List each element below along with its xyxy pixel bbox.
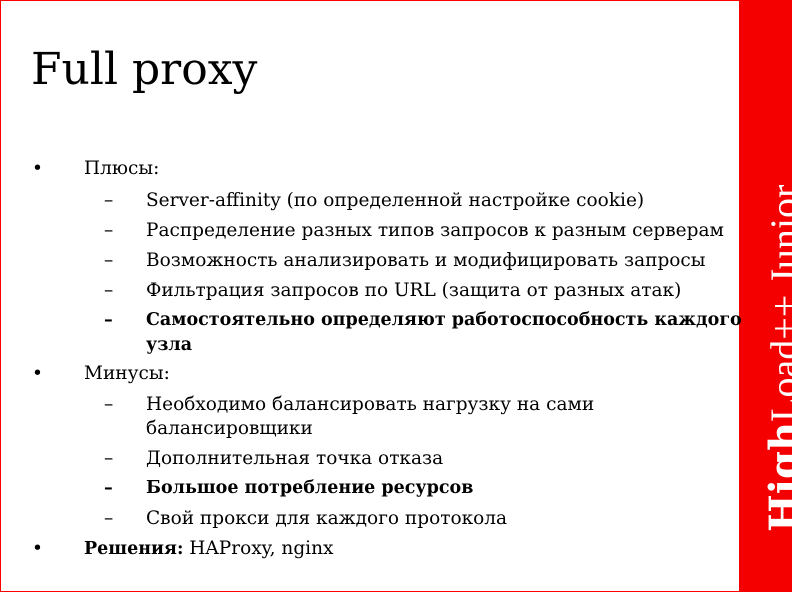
dash-icon: –: [104, 220, 114, 241]
item-text: Дополнительная точка отказа: [146, 448, 444, 469]
dash-icon: –: [104, 310, 113, 330]
solutions-line: [32, 536, 334, 562]
brand-light: Load++ Junior: [762, 184, 807, 422]
brand-logo: [761, 184, 808, 532]
cons-heading: [32, 361, 170, 386]
bullet-icon: •: [32, 363, 43, 384]
list-item: [104, 506, 508, 531]
dash-icon: –: [104, 250, 114, 271]
list-item: [104, 392, 595, 417]
solutions-value: HAProxy, nginx: [183, 538, 334, 559]
item-text: Server-affinity (по определенной настройке cookie): [146, 190, 645, 211]
bullet-icon: •: [32, 538, 43, 559]
dash-icon: –: [104, 190, 114, 211]
item-text: Большое потребление ресурсов: [146, 478, 474, 498]
pros-label: Плюсы:: [84, 158, 160, 179]
item-text: Свой прокси для каждого протокола: [146, 508, 508, 529]
dash-icon: –: [104, 280, 114, 301]
slide-title: Full proxy: [31, 44, 258, 95]
dash-icon: –: [104, 394, 114, 415]
dash-icon: –: [104, 508, 114, 529]
cons-label: Минусы:: [84, 363, 170, 384]
item-text: Необходимо балансировать нагрузку на сами: [146, 394, 595, 415]
item-text: Распределение разных типов запросов к разным серверам: [146, 220, 724, 241]
list-item-continuation: узла: [146, 335, 193, 355]
list-item: [104, 218, 724, 243]
dash-icon: –: [104, 448, 114, 469]
list-item: [104, 248, 706, 273]
brand-bold: High: [761, 421, 808, 532]
dash-icon: –: [104, 478, 113, 498]
list-item: [104, 188, 645, 213]
list-item: [104, 278, 682, 303]
bullet-icon: •: [32, 158, 43, 179]
list-item: [104, 446, 444, 471]
list-item-continuation: балансировщики: [146, 418, 313, 439]
item-text: Возможность анализировать и модифицировать запросы: [146, 250, 706, 271]
item-text: Фильтрация запросов по URL (защита от разных атак): [146, 280, 682, 301]
solutions-label: Решения:: [84, 539, 184, 559]
item-text: Самостоятельно определяют работоспособность каждого: [146, 310, 742, 330]
pros-heading: [32, 156, 160, 181]
list-item: [104, 308, 742, 333]
list-item: [104, 476, 474, 501]
